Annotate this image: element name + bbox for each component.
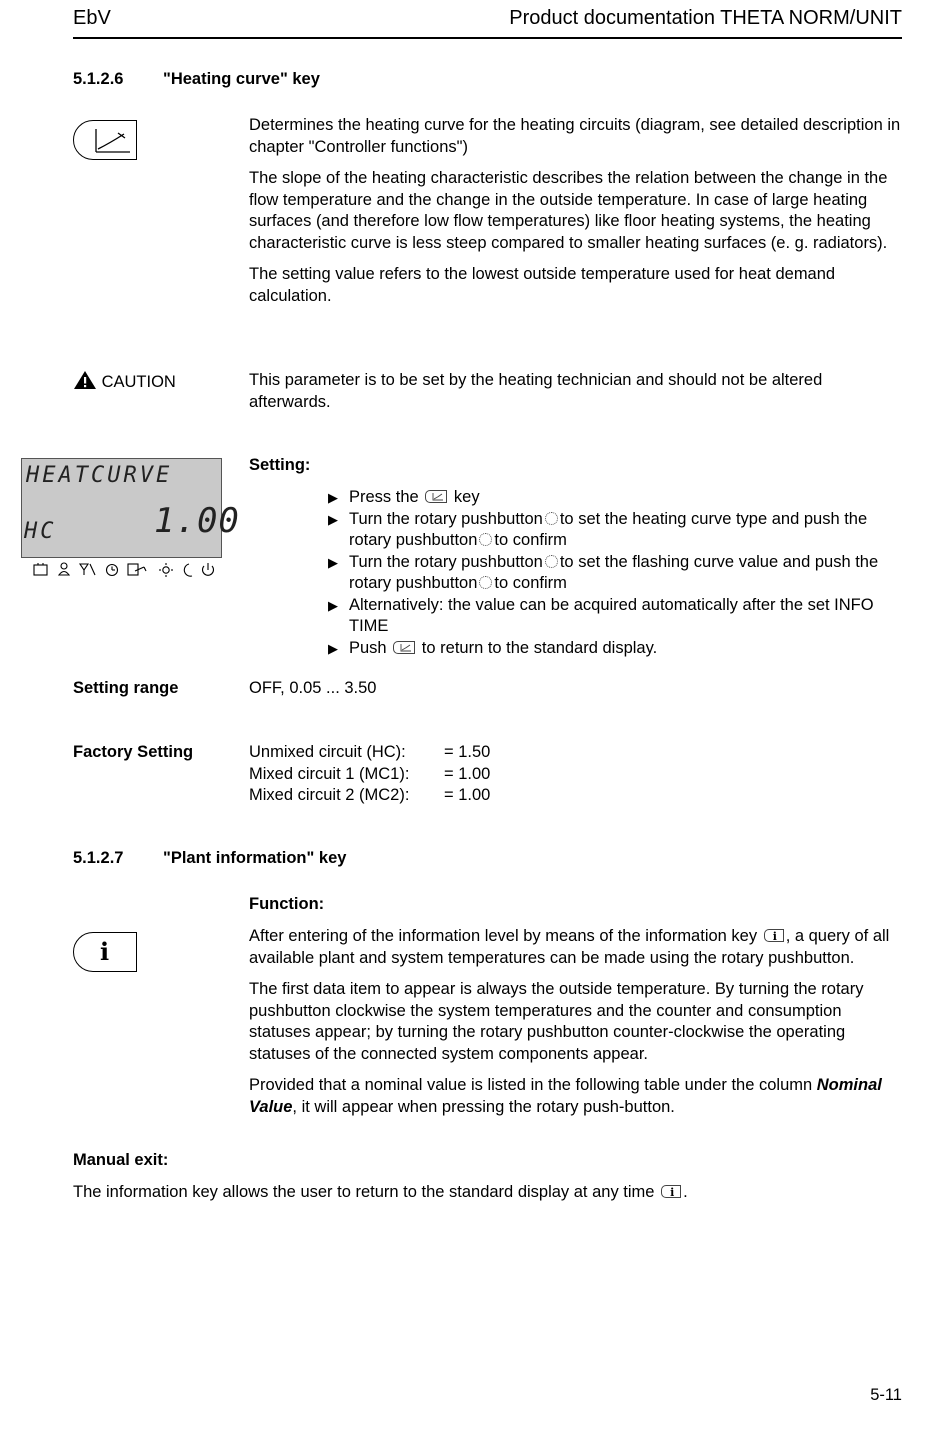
table-row: Unmixed circuit (HC): = 1.50 bbox=[249, 743, 491, 761]
description-paragraph: The first data item to appear is always the outside temperature. By turning the rotary pushbutton clockwise the system temperatures and the counter and consumption statuses appear; by turning the rotary pushbutton counter-clockwise the operating statuses of the connected system components appear. bbox=[249, 980, 864, 1063]
arrow-right-icon: ▶ bbox=[328, 490, 338, 505]
section-number: 5.1.2.6 bbox=[73, 70, 124, 88]
heating-curve-key-icon bbox=[393, 641, 415, 654]
factory-setting-table bbox=[249, 742, 490, 807]
header-rule bbox=[73, 37, 902, 39]
heating-curve-description bbox=[249, 115, 904, 317]
description-paragraph: The slope of the heating characteristic describes the relation between the change in the flow temperature and the change in the outside temperature. In case of large heating surfaces (and therefore low flow temperatures) like floor heating systems, the heating characteristic curve is less steep compared to smaller heating surfaces (e. g. radiators). bbox=[249, 169, 888, 252]
arrow-right-icon: ▶ bbox=[328, 640, 338, 656]
header-right: Product documentation THETA NORM/UNIT bbox=[509, 7, 902, 29]
setting-step: ▶ Push to return to the standard display. bbox=[328, 638, 906, 660]
rotary-pushbutton-icon bbox=[545, 512, 558, 525]
lcd-display bbox=[21, 458, 240, 558]
arrow-right-icon: ▶ bbox=[328, 554, 338, 570]
section-title: "Plant information" key bbox=[163, 849, 347, 867]
section-title: "Heating curve" key bbox=[163, 70, 320, 88]
description-paragraph: Provided that a nominal value is listed in the following table under the column Nominal Value, it will appear when pressing the rotary push-button. bbox=[249, 1076, 882, 1116]
setting-step: ▶ Turn the rotary pushbutton to set the heating curve type and push the rotary pushbutton to confirm bbox=[328, 509, 868, 549]
setting-range-value: OFF, 0.05 ... 3.50 bbox=[249, 679, 377, 697]
description-paragraph: The setting value refers to the lowest outside temperature used for heat demand calculation. bbox=[249, 265, 836, 305]
info-key-icon: i bbox=[661, 1185, 681, 1198]
info-key-icon: i bbox=[73, 932, 137, 972]
table-row: Mixed circuit 2 (MC2): = 1.00 bbox=[249, 786, 491, 804]
function-heading: Function: bbox=[249, 895, 325, 913]
setting-step: ▶ Press the key bbox=[328, 487, 906, 509]
table-row: Mixed circuit 1 (MC1): = 1.00 bbox=[249, 764, 491, 783]
page-number: 5-11 bbox=[870, 1386, 902, 1404]
lcd-line-2-value: 1.00 bbox=[154, 501, 240, 541]
rotary-pushbutton-icon bbox=[479, 576, 492, 589]
setting-steps bbox=[328, 487, 906, 659]
lcd-line-1: HEATCURVE bbox=[26, 463, 173, 488]
plant-information-description bbox=[249, 926, 904, 1128]
header-left: EbV bbox=[73, 7, 111, 29]
arrow-right-icon: ▶ bbox=[328, 597, 338, 613]
caution-text: This parameter is to be set by the heating technician and should not be altered afterwards. bbox=[249, 371, 823, 411]
caution-text-label: CAUTION bbox=[101, 373, 176, 391]
info-key-icon: i bbox=[764, 929, 784, 942]
factory-setting-label: Factory Setting bbox=[73, 743, 194, 761]
rotary-pushbutton-icon bbox=[545, 555, 558, 568]
description-paragraph: After entering of the information level by means of the information key i , a query of all available plant and system temperatures can be made using the rotary pushbutton. bbox=[249, 927, 890, 967]
section-number: 5.1.2.7 bbox=[73, 849, 124, 867]
warning-icon bbox=[73, 370, 97, 390]
heating-curve-key-icon bbox=[425, 490, 447, 503]
arrow-right-icon: ▶ bbox=[328, 511, 338, 527]
setting-range-label: Setting range bbox=[73, 679, 179, 697]
lcd-line-2-left: HC bbox=[24, 519, 57, 544]
manual-exit-text: The information key allows the user to return to the standard display at any time i . bbox=[73, 1183, 688, 1201]
manual-exit-heading: Manual exit: bbox=[73, 1151, 169, 1169]
caution-label bbox=[73, 370, 176, 394]
rotary-pushbutton-icon bbox=[479, 533, 492, 546]
heating-curve-key-icon bbox=[73, 120, 137, 160]
setting-step: ▶ Alternatively: the value can be acquired automatically after the set INFO TIME bbox=[328, 595, 874, 635]
setting-heading: Setting: bbox=[249, 456, 311, 474]
setting-step: ▶ Turn the rotary pushbutton to set the flashing curve value and push the rotary pushbutton to confirm bbox=[328, 552, 879, 592]
description-paragraph: Determines the heating curve for the heating circuits (diagram, see detailed description in chapter "Controller functions") bbox=[249, 116, 901, 156]
lcd-symbol-row bbox=[32, 561, 222, 577]
